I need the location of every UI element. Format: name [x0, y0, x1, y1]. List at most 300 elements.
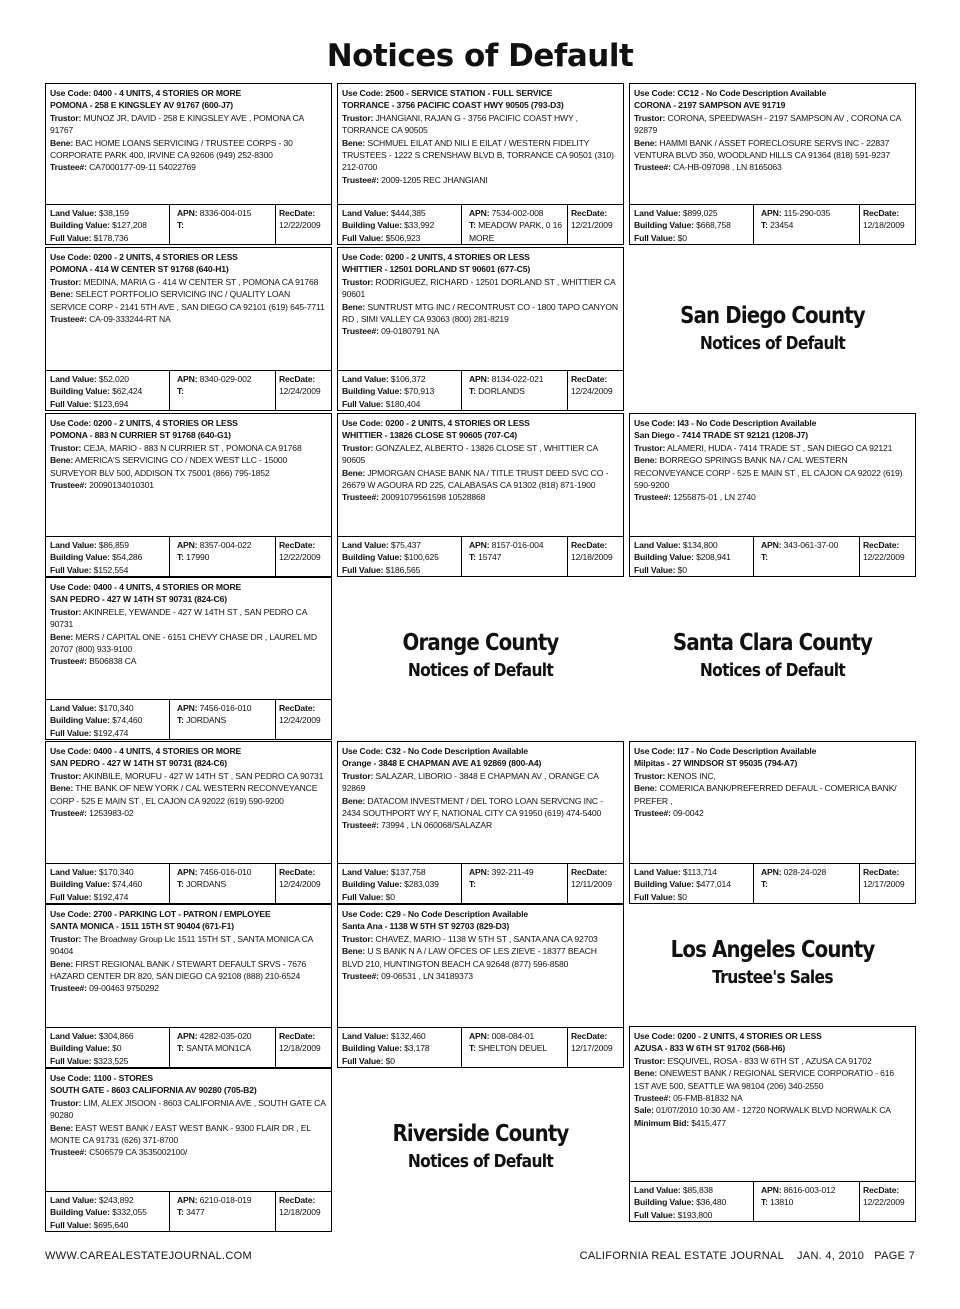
tract	[761, 878, 859, 890]
county-subtitle: Notices of Default	[699, 660, 846, 681]
full-value	[50, 727, 169, 739]
trustor-line-label: Trustor:	[50, 1097, 82, 1108]
beneficiary-line	[634, 1067, 911, 1092]
valuation-row	[338, 1027, 623, 1067]
apn-value: 8340-029-002	[199, 374, 252, 384]
apn-value: 7456-016-010	[199, 867, 252, 877]
use-code: Use Code: 0400 - 4 UNITS, 4 STORIES OR MORE	[50, 582, 242, 592]
full-value-label: Full Value:	[50, 398, 92, 409]
tract-label: T:	[469, 220, 476, 231]
land-value-amount: $304,866	[98, 1031, 134, 1041]
valuation-row	[338, 863, 623, 903]
property-address: Orange - 3848 E CHAPMAN AVE A1 92869 (800-A4)	[342, 758, 542, 769]
sale-line	[634, 1104, 911, 1116]
land-value-label: Land Value:	[50, 1195, 97, 1205]
land-value-label: Land Value:	[50, 867, 97, 877]
building-value	[634, 551, 753, 563]
county-subtitle: Notices of Default	[699, 333, 846, 354]
use-code: Use Code: I17 - No Code Description Available	[634, 746, 817, 756]
building-value	[50, 219, 169, 231]
tract	[177, 714, 275, 726]
apn-cell	[174, 1192, 276, 1231]
beneficiary-line	[342, 795, 619, 820]
values-cell	[338, 205, 462, 244]
trustee-line-label: Trustee#:	[50, 656, 87, 667]
county-name: Riverside County	[392, 1121, 569, 1147]
recdate-value: 12/11/2009	[571, 879, 612, 890]
trustee-line-label: Trustee#:	[634, 808, 671, 819]
tract-value: 17990	[186, 552, 210, 563]
apn-value: 4282-035-020	[199, 1031, 252, 1041]
trustee-line-value: 1255875-01 , LN 2740	[673, 492, 756, 503]
property-address: TORRANCE - 3756 PACIFIC COAST HWY 90505 (793-D3)	[342, 100, 564, 111]
recdate-label: RecDate:	[863, 1185, 900, 1195]
beneficiary-line-value: SUNTRUST MTG INC / RECONTRUST CO - 1800 TAPO CANYON RD , SIMI VALLEY CA 93063 (800) 281-8219	[342, 301, 618, 325]
apn-value: 028-24-028	[783, 867, 827, 877]
full-value-label: Full Value:	[342, 1055, 384, 1066]
recdate-value: 12/22/2009	[279, 220, 321, 231]
building-value-label: Building Value:	[50, 715, 110, 726]
property-address: SANTA MONICA - 1511 15TH ST 90404 (671-F1)	[50, 921, 234, 932]
land-value-amount: $75,437	[390, 540, 421, 550]
property-address: SOUTH GATE - 8603 CALIFORNIA AV 90280 (705-B2)	[50, 1085, 257, 1096]
building-value-label: Building Value:	[634, 552, 694, 563]
trustee-line-label: Trustee#:	[634, 492, 671, 503]
full-value-amount: $323,525	[93, 1055, 129, 1066]
trustor-line-label: Trustor:	[634, 1055, 666, 1066]
trustee-line	[342, 819, 619, 831]
beneficiary-line-value: SCHMUEL EILAT AND NILI E EILAT / WESTERN FIDELITY TRUSTEES - 1222 S CRENSHAW BLVD B, TORRANCE CA 90501 (310) 212-0700	[342, 137, 614, 173]
full-value	[50, 1055, 169, 1067]
land-value-amount: $38,159	[98, 208, 129, 218]
full-value-label: Full Value:	[50, 564, 92, 575]
recdate-value: 12/24/2009	[279, 386, 321, 397]
county-header-santa-clara	[629, 628, 916, 684]
trustee-line	[50, 479, 327, 491]
beneficiary-line	[50, 958, 327, 983]
tract-label: T:	[761, 220, 768, 231]
tract	[469, 1042, 567, 1054]
beneficiary-line	[634, 782, 911, 807]
tract-value: SHELTON DEUEL	[478, 1043, 547, 1054]
land-value-label: Land Value:	[342, 1031, 389, 1041]
tract-label: T:	[469, 1043, 476, 1054]
full-value-label: Full Value:	[342, 398, 384, 409]
valuation-row	[338, 536, 623, 576]
apn	[177, 1194, 275, 1206]
trustee-line	[50, 161, 327, 173]
values-cell	[46, 537, 170, 576]
values-cell	[338, 537, 462, 576]
building-value-amount: $74,460	[112, 879, 143, 890]
tract-value: JORDANS	[186, 715, 227, 726]
trustor-line	[634, 770, 911, 782]
recdate-cell	[568, 205, 623, 244]
apn	[177, 866, 275, 878]
full-value-label: Full Value:	[50, 1219, 92, 1230]
use-code: Use Code: 0200 - 2 UNITS, 4 STORIES OR LESS	[50, 418, 238, 428]
full-value-amount: $192,474	[93, 891, 129, 902]
tract-value: 13810	[770, 1197, 794, 1208]
notice-body	[630, 84, 915, 205]
property-address: Santa Ana - 1138 W 5TH ST 92703 (829-D3)	[342, 921, 510, 932]
notice-body	[338, 905, 623, 1028]
notice-body	[630, 414, 915, 537]
beneficiary-line-value: DATACOM INVESTMENT / DEL TORO LOAN SERVCNG INC - 2434 SOUTHPORT WY F, NATIONAL CITY CA 91950 (619) 474-5400	[342, 795, 603, 819]
building-value	[50, 551, 169, 563]
building-value-label: Building Value:	[50, 220, 110, 231]
property-address: POMONA - 883 N CURRIER ST 91768 (640-G1)	[50, 430, 231, 441]
building-value-label: Building Value:	[342, 386, 402, 397]
beneficiary-line-value: BORREGO SPRINGS BANK NA / CAL WESTERN RECONVEYANCE CORP - 525 E MAIN ST , EL CAJON CA 92022 (619) 590-9200	[634, 455, 903, 491]
full-value-amount: $178,736	[93, 232, 129, 243]
notice-body	[46, 414, 331, 537]
tract-value: SANTA MON1CA	[186, 1043, 252, 1054]
land-value	[50, 1030, 169, 1042]
land-value	[50, 207, 169, 219]
beneficiary-line-label: Bene:	[50, 455, 74, 466]
notice-body	[46, 742, 331, 864]
tract-label: T:	[761, 1197, 768, 1208]
use-code: Use Code: 2500 - SERVICE STATION - FULL SERVICE	[342, 88, 553, 98]
valuation-row	[338, 204, 623, 244]
trustor-line-label: Trustor:	[50, 933, 82, 944]
land-value-amount: $899,025	[682, 208, 718, 218]
tract-value: DORLANDS	[478, 386, 525, 397]
trustor-line-label: Trustor:	[342, 933, 374, 944]
apn-cell	[174, 1028, 276, 1067]
trustee-line-label: Trustee#:	[634, 1093, 671, 1104]
trustor-line	[50, 1097, 327, 1122]
land-value-label: Land Value:	[342, 540, 389, 550]
full-value	[634, 1209, 753, 1221]
notice-card	[629, 83, 916, 245]
notice-card	[45, 83, 332, 245]
county-header-orange	[337, 628, 624, 684]
trustee-line-label: Trustee#:	[634, 162, 671, 173]
recdate-cell	[568, 1028, 623, 1067]
land-value	[342, 539, 461, 551]
trustor-line-label: Trustor:	[634, 770, 666, 781]
trustor-line	[342, 276, 619, 301]
recdate-value: 12/22/2009	[279, 552, 321, 563]
use-code: Use Code: 0400 - 4 UNITS, 4 STORIES OR MORE	[50, 746, 242, 756]
building-value-amount: $127,208	[112, 220, 147, 231]
recdate-label: RecDate:	[863, 208, 900, 218]
beneficiary-line-label: Bene:	[50, 1122, 74, 1133]
land-value-amount: $170,340	[98, 703, 134, 713]
trustor-line	[50, 112, 327, 137]
trustor-line-label: Trustor:	[342, 770, 374, 781]
building-value	[634, 219, 753, 231]
recdate-cell	[276, 864, 331, 903]
trustor-line-value: AKINRELE, YEWANDE - 427 W 14TH ST , SAN PEDRO CA 90731	[50, 606, 307, 630]
land-value	[342, 373, 461, 385]
full-value-label: Full Value:	[634, 1209, 676, 1220]
valuation-row	[46, 536, 331, 576]
trustee-line-label: Trustee#:	[50, 162, 87, 173]
land-value-label: Land Value:	[50, 374, 97, 384]
full-value	[342, 564, 461, 576]
recdate-value: 12/24/2009	[279, 715, 321, 726]
land-value	[50, 373, 169, 385]
beneficiary-line-label: Bene:	[634, 455, 658, 466]
notice-card	[629, 1026, 916, 1222]
land-value	[634, 539, 753, 551]
valuation-row	[338, 370, 623, 410]
notice-card	[629, 413, 916, 577]
tract-label: T:	[469, 552, 476, 563]
valuation-row	[46, 1027, 331, 1067]
beneficiary-line	[50, 631, 327, 656]
full-value-amount: $506,923	[385, 232, 421, 243]
recdate-value: 12/22/2009	[863, 552, 905, 563]
trustee-line	[342, 174, 619, 186]
use-code: Use Code: CC12 - No Code Description Available	[634, 88, 827, 98]
building-value	[50, 878, 169, 890]
values-cell	[46, 205, 170, 244]
beneficiary-line-label: Bene:	[50, 289, 74, 300]
use-code: Use Code: 0400 - 4 UNITS, 4 STORIES OR MORE	[50, 88, 242, 98]
tract	[761, 219, 859, 231]
full-value-label: Full Value:	[50, 232, 92, 243]
full-value	[342, 398, 461, 410]
property-address: WHITTIER - 12501 DORLAND ST 90601 (677-C5)	[342, 264, 531, 275]
recdate-label: RecDate:	[279, 867, 316, 877]
trustee-line-value: CA-09-333244-RT NA	[89, 314, 171, 325]
apn-value: 343-061-37-00	[783, 540, 839, 550]
land-value	[634, 207, 753, 219]
county-header-riverside	[337, 1119, 624, 1175]
apn-value: 392-211-49	[491, 867, 534, 877]
building-value-label: Building Value:	[634, 1197, 694, 1208]
tract-label: T:	[177, 220, 184, 231]
notice-body	[46, 248, 331, 371]
notice-card	[337, 83, 624, 245]
recdate-cell	[860, 537, 915, 576]
trustor-line	[342, 112, 619, 137]
footer-website: WWW.CAREALESTATEJOURNAL.COM	[45, 1250, 252, 1262]
trustor-line-label: Trustor:	[342, 276, 374, 287]
tract-label: T:	[177, 552, 184, 563]
trustor-line	[634, 442, 911, 454]
trustee-line-value: C506579 CA 3535002100/	[89, 1147, 188, 1158]
valuation-row	[630, 863, 915, 903]
apn	[177, 207, 275, 219]
apn-cell	[758, 205, 860, 244]
trustee-line	[50, 655, 327, 667]
building-value-amount: $33,992	[404, 220, 435, 231]
tract	[177, 551, 275, 563]
beneficiary-line-label: Bene:	[634, 1068, 658, 1079]
trustor-line-label: Trustor:	[50, 770, 82, 781]
building-value-amount: $74,460	[112, 715, 143, 726]
tract	[177, 878, 275, 890]
recdate-label: RecDate:	[863, 540, 900, 550]
apn-cell	[466, 537, 568, 576]
county-header-san-diego	[629, 301, 916, 357]
land-value-amount: $137,758	[390, 867, 426, 877]
trustee-line	[634, 161, 911, 173]
trustee-line-value: 20091079561598 10528868	[381, 492, 486, 503]
full-value	[634, 232, 753, 244]
recdate-label: RecDate:	[279, 208, 316, 218]
land-value-label: Land Value:	[50, 540, 97, 550]
trustor-line-value: MUNOZ JR, DAVID - 258 E KINGSLEY AVE , POMONA CA 91767	[50, 112, 304, 136]
beneficiary-line-value: COMERICA BANK/PREFERRED DEFAUL - COMERICA BANK/ PREFER ,	[634, 783, 897, 806]
full-value	[634, 564, 753, 576]
minimum-bid-line	[634, 1117, 911, 1129]
full-value	[50, 564, 169, 576]
tract-label: T:	[761, 552, 768, 563]
valuation-row	[630, 1181, 915, 1221]
recdate-label: RecDate:	[279, 374, 316, 384]
trustee-line-value: 20090134010301	[89, 480, 154, 491]
values-cell	[46, 864, 170, 903]
apn-label: APN:	[177, 703, 198, 713]
building-value-amount: $283,039	[404, 879, 439, 890]
sale-line-value: 01/07/2010 10:30 AM - 12720 NORWALK BLVD NORWALK CA	[656, 1105, 891, 1116]
use-code: Use Code: 0200 - 2 UNITS, 4 STORIES OR LESS	[634, 1031, 822, 1041]
apn-value: 8336-004-015	[199, 208, 252, 218]
trustor-line	[50, 606, 327, 631]
building-value-amount: $668,758	[696, 220, 731, 231]
county-name: San Diego County	[680, 303, 865, 329]
trustor-line	[50, 770, 327, 782]
building-value-amount: $3,178	[404, 1043, 430, 1054]
building-value	[50, 385, 169, 397]
trustee-line	[342, 325, 619, 337]
full-value-amount: $186,565	[385, 564, 421, 575]
apn-value: 8134-022-021	[491, 374, 544, 384]
use-code: Use Code: 0200 - 2 UNITS, 4 STORIES OR LESS	[342, 418, 530, 428]
land-value-amount: $134,800	[682, 540, 718, 550]
trustor-line	[634, 112, 911, 137]
trustee-line-label: Trustee#:	[50, 1147, 87, 1158]
trustor-line-value: AKINBILE, MORUFU - 427 W 14TH ST , SAN PEDRO CA 90731	[83, 770, 324, 781]
land-value-label: Land Value:	[634, 867, 681, 877]
building-value	[342, 878, 461, 890]
apn-cell	[174, 700, 276, 739]
apn-value: 8157-016-004	[491, 540, 544, 550]
beneficiary-line-label: Bene:	[342, 795, 366, 806]
apn-cell	[466, 864, 568, 903]
property-address: CORONA - 2197 SAMPSON AVE 91719	[634, 100, 786, 111]
apn	[177, 1030, 275, 1042]
beneficiary-line-value: U S BANK N A / LAW OFCES OF LES ZIEVE - 18377 BEACH BLVD 210, HUNTINGTON BEACH CA 92648 (877) 596-8580	[342, 946, 597, 969]
county-name: Santa Clara County	[672, 630, 873, 656]
building-value	[342, 385, 461, 397]
building-value-label: Building Value:	[634, 220, 694, 231]
notice-card	[337, 904, 624, 1068]
tract-label: T:	[177, 879, 184, 890]
apn-label: APN:	[469, 208, 490, 218]
recdate-label: RecDate:	[571, 867, 608, 877]
use-code: Use Code: 1100 - STORES	[50, 1073, 153, 1083]
full-value-label: Full Value:	[50, 1055, 92, 1066]
notice-card	[45, 413, 332, 577]
recdate-label: RecDate:	[863, 867, 900, 877]
notice-body	[338, 248, 623, 371]
recdate-cell	[568, 371, 623, 410]
apn-cell	[758, 864, 860, 903]
land-value-amount: $170,340	[98, 867, 134, 877]
use-code: Use Code: 0200 - 2 UNITS, 4 STORIES OR LESS	[50, 252, 238, 262]
notice-card	[45, 577, 332, 740]
trustor-line-label: Trustor:	[50, 112, 82, 123]
apn-label: APN:	[761, 540, 782, 550]
trustor-line-label: Trustor:	[50, 606, 82, 617]
tract-label: T:	[177, 715, 184, 726]
trustee-line-label: Trustee#:	[342, 326, 379, 337]
notice-body	[630, 742, 915, 864]
apn	[469, 373, 567, 385]
values-cell	[630, 205, 754, 244]
trustor-line	[50, 276, 327, 288]
land-value-label: Land Value:	[342, 867, 389, 877]
property-address: SAN PEDRO - 427 W 14TH ST 90731 (824-C6)	[50, 594, 227, 605]
trustee-line-label: Trustee#:	[342, 971, 379, 982]
full-value-amount: $180,404	[385, 398, 421, 409]
building-value	[342, 219, 461, 231]
valuation-row	[46, 204, 331, 244]
page-title: Notices of Default	[326, 38, 634, 74]
full-value-amount: $0	[677, 232, 687, 243]
tract-value: 23454	[770, 220, 794, 231]
valuation-row	[46, 863, 331, 903]
trustee-line	[634, 1092, 911, 1104]
trustee-line-label: Trustee#:	[50, 314, 87, 325]
land-value-label: Land Value:	[342, 374, 389, 384]
trustor-line-value: JHANGIANI, RAJAN G - 3756 PACIFIC COAST HWY , TORRANCE CA 90505	[342, 112, 578, 136]
trustee-line-label: Trustee#:	[50, 480, 87, 491]
full-value	[634, 891, 753, 903]
apn	[761, 539, 859, 551]
trustee-line-value: 1253983-02	[89, 808, 134, 819]
trustee-line-value: 05-FMB-81832 NA	[673, 1093, 743, 1104]
trustee-line-value: 09-00463 9750292	[89, 983, 159, 994]
apn	[761, 207, 859, 219]
recdate-value: 12/18/2009	[863, 220, 905, 231]
trustor-line	[50, 442, 327, 454]
recdate-label: RecDate:	[279, 703, 316, 713]
beneficiary-line-label: Bene:	[50, 783, 74, 794]
building-value	[634, 1196, 753, 1208]
beneficiary-line	[634, 137, 911, 162]
beneficiary-line	[342, 945, 619, 970]
building-value-label: Building Value:	[342, 879, 402, 890]
apn-value: 115-290-035	[783, 208, 831, 218]
land-value-label: Land Value:	[50, 208, 97, 218]
trustee-line	[50, 1146, 327, 1158]
recdate-cell	[276, 700, 331, 739]
apn-value: 8616-003-012	[783, 1185, 836, 1195]
notice-body	[46, 84, 331, 205]
beneficiary-line-label: Bene:	[50, 137, 74, 148]
apn-label: APN:	[177, 867, 198, 877]
apn-label: APN:	[761, 1185, 782, 1195]
building-value-label: Building Value:	[50, 386, 110, 397]
apn	[177, 702, 275, 714]
property-address: San Diego - 7414 TRADE ST 92121 (1208-J7)	[634, 430, 808, 441]
recdate-cell	[276, 371, 331, 410]
values-cell	[338, 371, 462, 410]
notice-card	[45, 1068, 332, 1232]
tract	[761, 1196, 859, 1208]
building-value-amount: $36,480	[696, 1197, 727, 1208]
property-address: SAN PEDRO - 427 W 14TH ST 90731 (824-C6)	[50, 758, 227, 769]
apn-cell	[174, 205, 276, 244]
